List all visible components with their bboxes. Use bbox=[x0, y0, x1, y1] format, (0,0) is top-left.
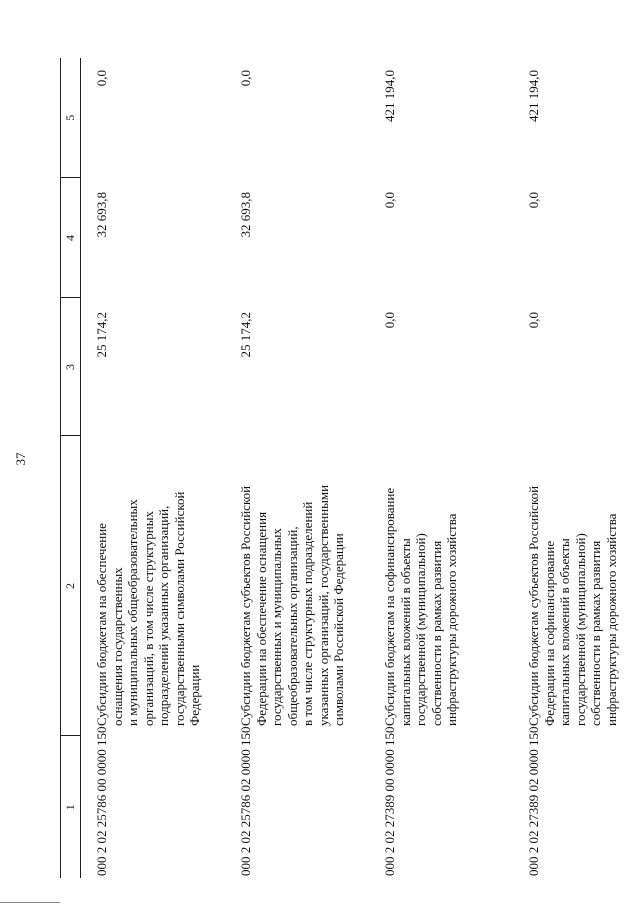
row-name bbox=[81, 436, 226, 736]
row-name bbox=[225, 436, 369, 736]
table-row bbox=[225, 58, 369, 878]
row-name-text: Субсидии бюджетам на обеспечение оснащения государственных и муниципальных общеобразовательных организаций, в том числе структурных подразделений указанных организаций, государственными символами Российской Федерации bbox=[94, 491, 202, 726]
rotated-table-container bbox=[60, 58, 620, 878]
row-value-col4: 32 693,8 bbox=[238, 192, 253, 238]
row-code: 000 2 02 27389 00 0000 150 bbox=[382, 726, 397, 876]
row-code: 000 2 02 27389 02 0000 150 bbox=[526, 726, 541, 876]
column-header-2: 2 bbox=[61, 436, 81, 736]
row-name bbox=[513, 436, 640, 736]
table-row bbox=[369, 58, 513, 878]
row-name bbox=[369, 436, 513, 736]
row-value-col4: 32 693,8 bbox=[94, 192, 109, 238]
row-code: 000 2 02 25786 02 0000 150 bbox=[238, 726, 253, 876]
row-name-text: Субсидии бюджетам субъектов Российской Федерации на обеспечение оснащения государственных и муниципальных общеобразовательных организаций, в том числе структурных подразделений указанных организаций, государственными символами Российской Федерации bbox=[238, 484, 346, 726]
row-code: 000 2 02 25786 00 0000 150 bbox=[94, 726, 109, 876]
row-value-col3: 25 174,2 bbox=[94, 312, 109, 358]
column-header-4: 4 bbox=[61, 178, 81, 298]
row-value-col5: 421 194,0 bbox=[382, 70, 397, 122]
table-header-row bbox=[61, 58, 81, 878]
row-value-col3: 25 174,2 bbox=[238, 312, 253, 358]
page-number: 37 bbox=[13, 452, 28, 466]
row-value-col5: 0,0 bbox=[94, 70, 109, 87]
row-value-col3: 0,0 bbox=[526, 312, 541, 329]
row-value-col5: 0,0 bbox=[238, 70, 253, 87]
budget-table bbox=[60, 58, 640, 878]
row-value-col4: 0,0 bbox=[526, 192, 541, 209]
row-value-col5: 421 194,0 bbox=[526, 70, 541, 122]
table-row bbox=[513, 58, 640, 878]
row-name-text: Субсидии бюджетам субъектов Российской Федерации на софинансирование капитальных вложений в объекты государственной (муниципальной) собственности в рамках развития инфраструктуры дорожного хозяйства bbox=[526, 485, 619, 726]
column-header-1: 1 bbox=[61, 736, 81, 878]
table-row bbox=[81, 58, 226, 878]
row-value-col4: 0,0 bbox=[382, 192, 397, 209]
column-header-5: 5 bbox=[61, 58, 81, 178]
column-header-3: 3 bbox=[61, 298, 81, 436]
row-name-text: Субсидии бюджетам на софинансирование капитальных вложений в объекты государственной (муниципальной) собственности в рамках развития инфраструктуры дорожного хозяйства bbox=[382, 487, 459, 726]
row-value-col3: 0,0 bbox=[382, 312, 397, 329]
